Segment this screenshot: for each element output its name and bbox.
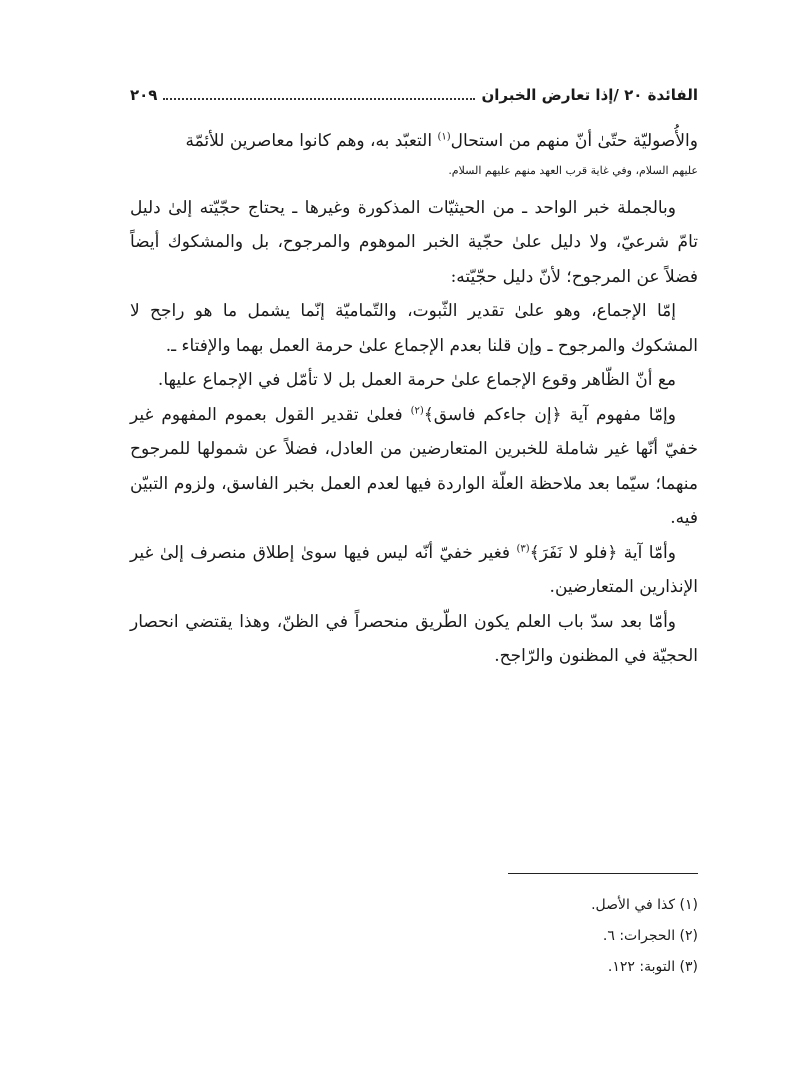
paragraph-7: وأمّا بعد سدّ باب العلم يكون الطّريق منحصراً في الظنّ، وهذا يقتضي انحصار الحجيّة في المظنون والرّاجح.: [130, 611, 698, 666]
footnote-2: (٢) الحجرات: ٦.: [602, 928, 698, 944]
book-page: [130, 0, 698, 1091]
paragraph-5-tail: فعلىٰ تقدير القول بعموم المفهوم غير خفيّ أنّها غير شاملة للخبرين المتعارضين من العادل، فضلاً عن شمولها للمرجوح منهما؛ سيّما بعد ملاحظة العلّة الواردة فيها لعدم العمل بخبر الفاسق، ولزوم التبيّن فيه.: [130, 404, 698, 528]
running-header-title: الفائدة ٢٠ /إذا تعارض الخبران: [481, 86, 698, 104]
footnote-3: (٣) التوبة: ١٢٢.: [607, 959, 698, 975]
paragraph-5: [130, 398, 698, 536]
footnote-1: (١) كذا في الأصل.: [591, 897, 698, 913]
header-dot-leader: [163, 86, 475, 100]
honorific-line: عليهم السلام، وفي غاية قرب العهد منهم عليهم السلام.: [448, 163, 698, 177]
paragraph-6-text: وأمّا آية ﴿فلو لا نَفَرَ﴾: [529, 542, 676, 563]
footnote-separator: [508, 873, 698, 874]
running-header: [130, 86, 698, 116]
paragraph-3: إمّا الإجماع، وهو علىٰ تقدير الثّبوت، والتّماميّة إنّما يشمل ما هو راجح لا المشكوك والمرجوح ـ وإن قلنا بعدم الإجماع علىٰ حرمة العمل بهما والإفتاء ـ.: [130, 301, 698, 356]
paragraph-4: مع أنّ الظّاهر وقوع الإجماع علىٰ حرمة العمل بل لا تأمّل في الإجماع عليها.: [157, 370, 676, 390]
footnote-ref-1: (١): [437, 131, 451, 143]
footnote-ref-2: (٢): [410, 404, 424, 416]
footnotes: [130, 890, 698, 983]
main-text: [130, 124, 698, 674]
paragraph-5-text: وإمّا مفهوم آية ﴿إن جاءكم فاسق﴾: [423, 404, 676, 425]
page-number: ٢٠٩: [130, 86, 158, 104]
paragraph-2: وبالجملة خبر الواحد ـ من الحيثيّات المذكورة وغيرها ـ يحتاج حجّيّته إلىٰ دليل تامّ شرعيّ، ولا دليل علىٰ حجّية الخبر الموهوم والمرجوح، بل والمشكوك أيضاً فضلاً عن المرجوح؛ لأنّ دليل حجّيّته:: [130, 197, 698, 287]
paragraph-1-text: والأُصوليّة حتّىٰ أنّ منهم من استحال: [450, 131, 698, 151]
footnote-ref-3: (٣): [516, 542, 530, 554]
paragraph-1: [130, 124, 698, 183]
paragraph-1-tail: التعبّد به، وهم كانوا معاصرين للأئمّة: [185, 131, 438, 151]
paragraph-6: [130, 536, 698, 605]
paragraph-6-tail: فغير خفيّ أنّه ليس فيها سوىٰ إطلاق منصرف إلىٰ غير الإنذارين المتعارضين.: [130, 542, 698, 597]
